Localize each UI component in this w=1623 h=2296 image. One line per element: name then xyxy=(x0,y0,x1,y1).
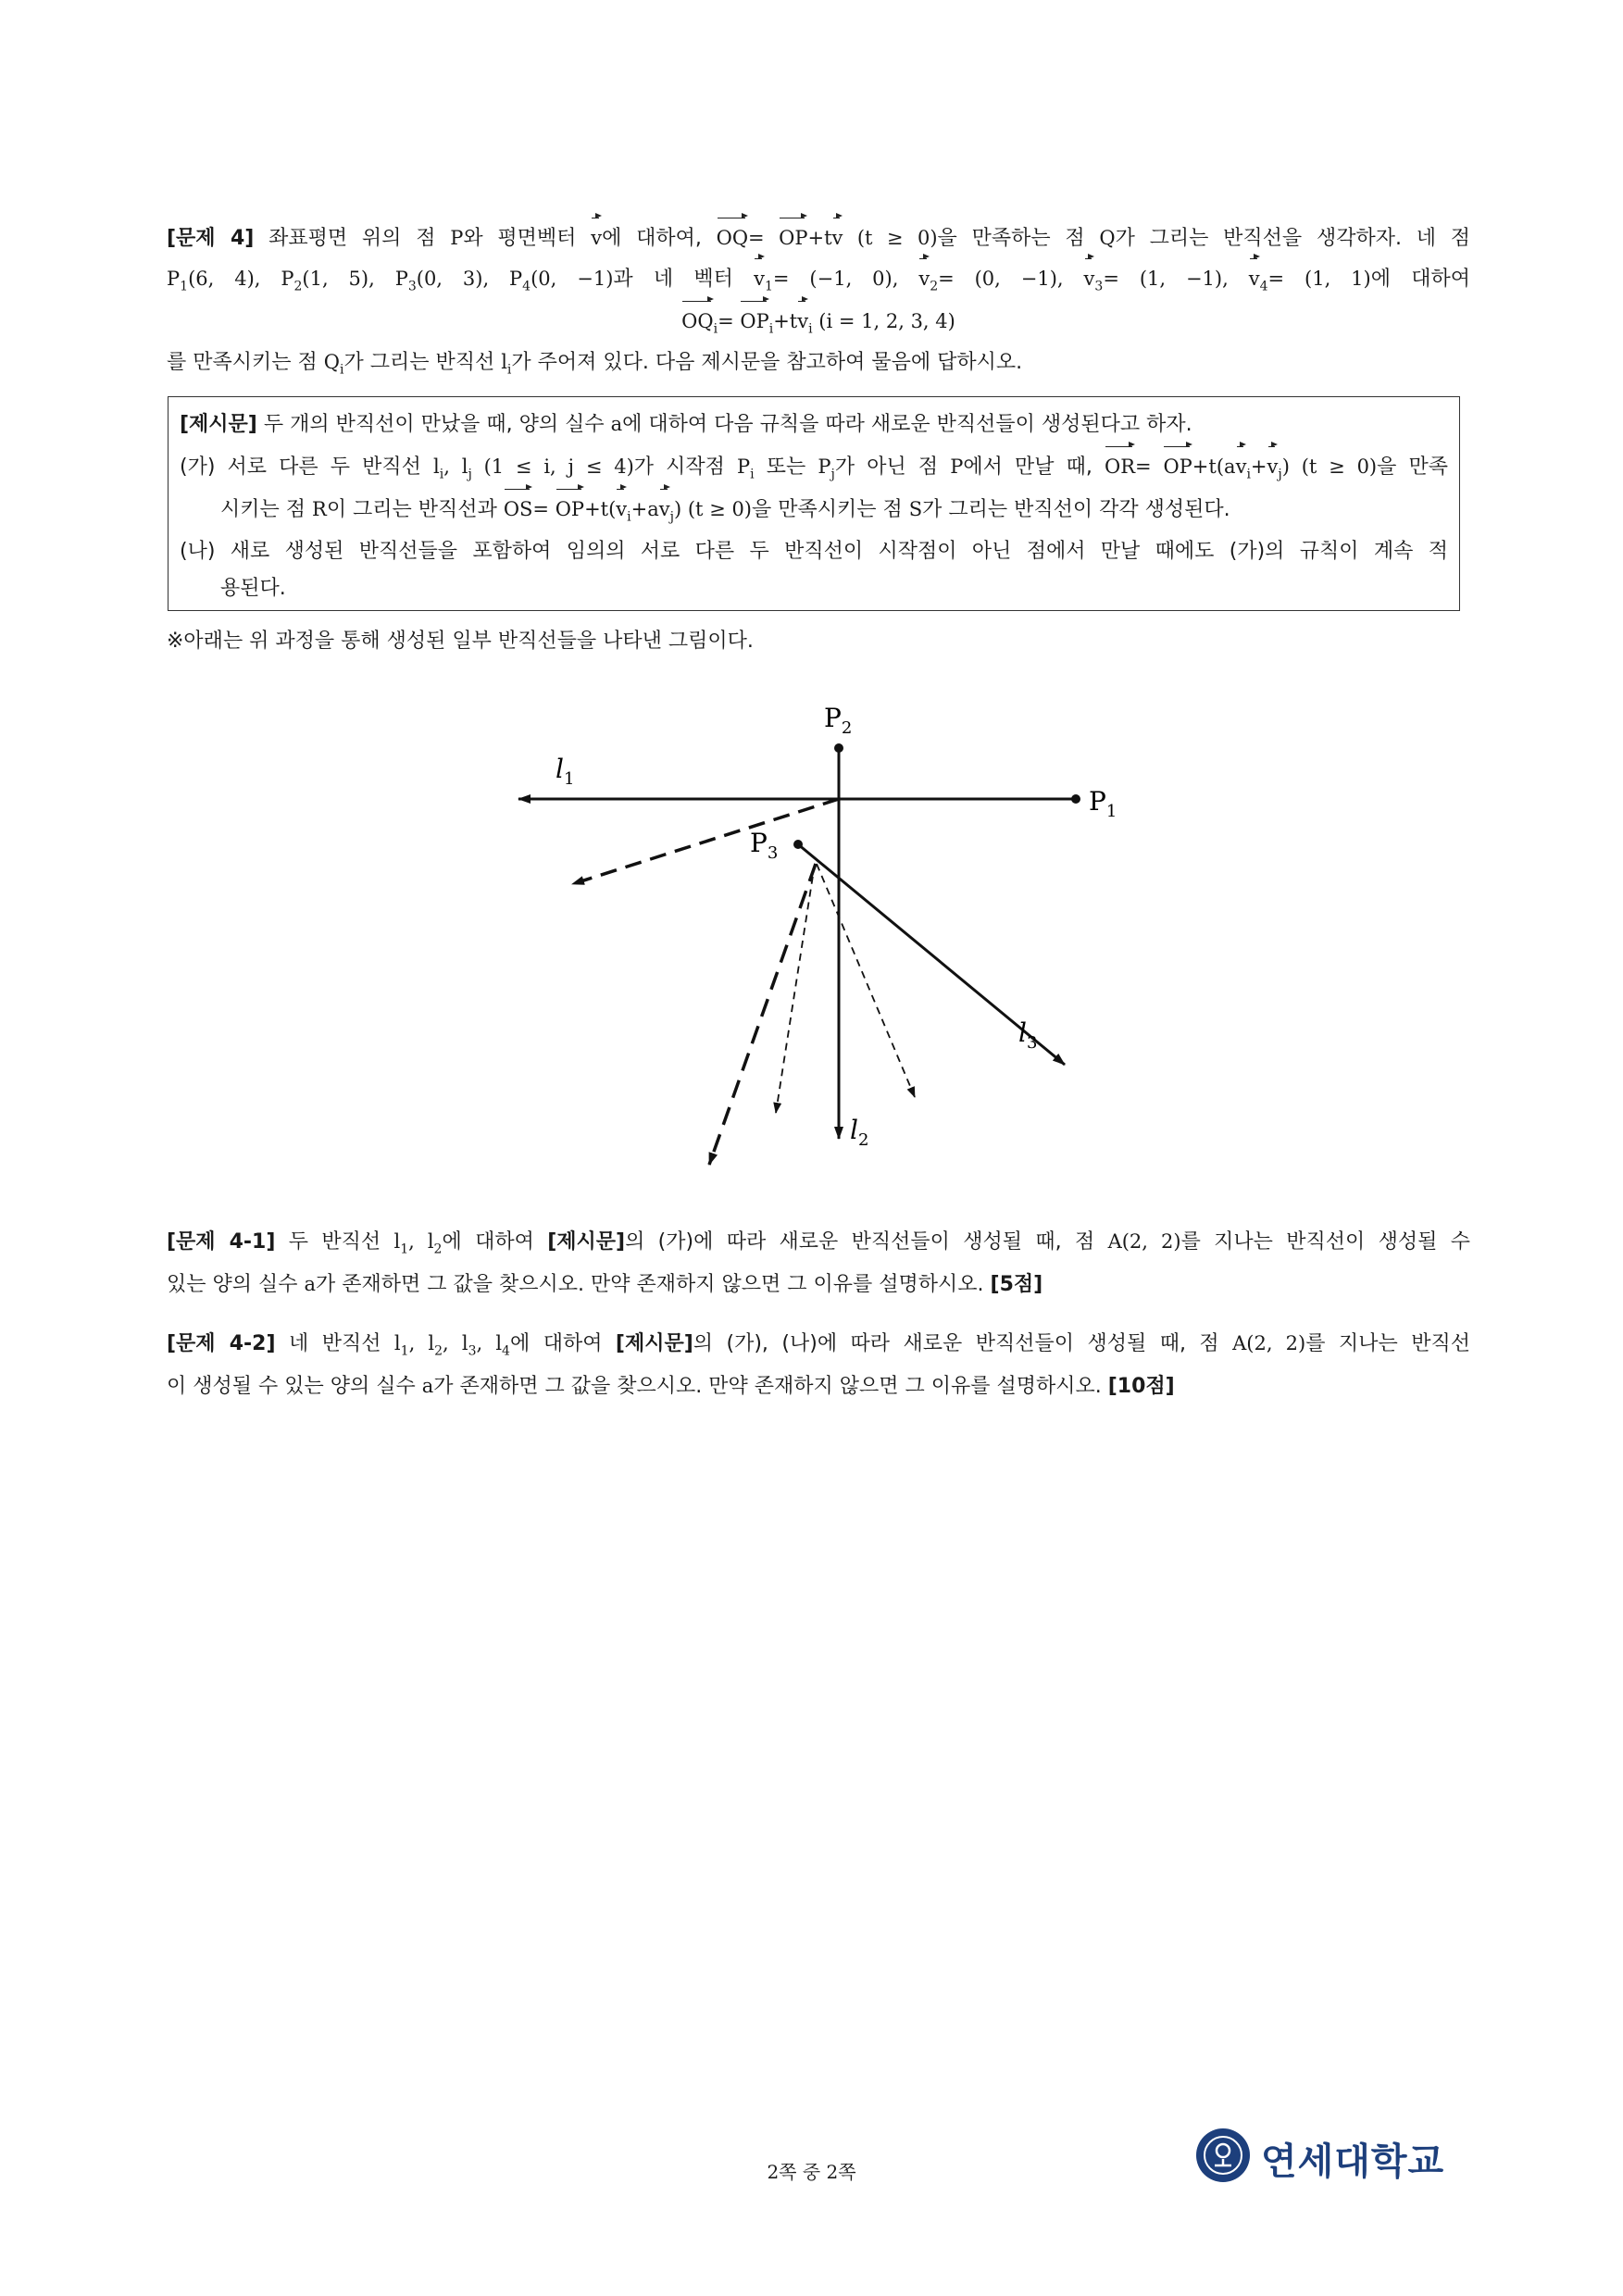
university-seal-icon xyxy=(1194,2127,1252,2184)
university-logo xyxy=(1194,2125,1472,2190)
problem4-label: [문제 4] xyxy=(167,227,255,250)
problem4-formula: $OQ_i= OP_i+tv_i$ (i = 1, 2, 3, 4) xyxy=(167,300,1470,350)
point-P1 xyxy=(1071,794,1080,804)
question-4-2-line1: [문제 4-2] 네 반직선 $l_1$, $l_2$, $l_3$, $l_4$에 대하여 [제시문]의 (가), (나)에 따라 새로운 반직선들이 생성될 때, 점 A(2, 2)를 지나는 반직선 xyxy=(167,1332,1470,1359)
dashed-ray-3 xyxy=(776,864,815,1113)
passage-box xyxy=(168,396,1460,611)
question-4-2-line2: 이 생성될 수 있는 양의 실수 a가 존재하면 그 값을 찾으시오. 만약 존재하지 않으면 그 이유를 설명하시오. [10점] xyxy=(167,1375,1175,1398)
passage-label: [제시문] xyxy=(180,413,257,436)
question-4-1-line1: [문제 4-1] 두 반직선 $l_1$, $l_2$에 대하여 [제시문]의 (가)에 따라 새로운 반직선들이 생성될 때, 점 A(2, 2)를 지나는 반직선이 생성될 수 xyxy=(167,1230,1470,1257)
passage-intro-text: 두 개의 반직선이 만났을 때, 양의 실수 a에 대하여 다음 규칙을 따라 새로운 반직선들이 생성된다고 하자. xyxy=(256,413,1192,436)
ray-figure xyxy=(481,685,1148,1204)
label-P2: $P_2$ xyxy=(824,703,853,738)
point-P3 xyxy=(793,840,803,849)
passage-na-line2: 용된다. xyxy=(220,577,286,600)
problem4-line1 xyxy=(167,217,1470,260)
problem4-text-1: 좌표평면 위의 점 P와 평면벡터 v에 대하여, OQ= OP+tv (t ≥ 0)을 만족하는 점 Q가 그리는 반직선을 생각하자. 네 점 xyxy=(268,227,1470,250)
label-l3: $l_3$ xyxy=(1018,1017,1038,1053)
label-l2: $l_2$ xyxy=(850,1115,869,1150)
point-P2 xyxy=(834,743,843,753)
figure-note: ※아래는 위 과정을 통해 생성된 일부 반직선들을 나타낸 그림이다. xyxy=(167,630,754,653)
problem4-line2: $P_1(6$, 4), $P_2(1$, 5), $P_3(0$, 3), $P_4(0$, −1)과 네 벡터 $v_1= (-1$, 0), $v_2= (0$, −1), $v_3= (1$, −1), $v_4= (1$, 1)에 대하여 xyxy=(167,257,1470,307)
problem4-line3: 를 만족시키는 점 $Q_i$가 그리는 반직선 $l_i$가 주어져 있다. 다음 제시문을 참고하여 물음에 답하시오. xyxy=(167,351,1023,378)
passage-ga-line2: 시키는 점 R이 그리는 반직선과 $OS= OP+t(v_i+av_j) (t \ge 0)$을 만족시키는 점 S가 그리는 반직선이 각각 생성된다. xyxy=(220,488,1448,538)
passage-na-line1: (나) 새로 생성된 반직선들을 포함하여 임의의 서로 다른 두 반직선이 시작점이 아닌 점에서 만날 때에도 (가)의 규칙이 계속 적 xyxy=(180,540,1448,563)
dashed-ray-2 xyxy=(709,864,816,1165)
page-number: 2쪽 중 2쪽 xyxy=(767,2161,856,2183)
label-l1: $l_1$ xyxy=(556,754,575,789)
label-P3: $P_3$ xyxy=(750,828,779,863)
passage-intro xyxy=(180,403,1448,446)
university-name: 연세대학교 xyxy=(1261,2140,1445,2183)
passage-ga-line1: (가) 서로 다른 두 반직선 $l_i$, $l_j$ (1 ≤ i, j ≤ 4)가 시작점 $P_i$ 또는 $P_j$가 아닌 점 P에서 만날 때, $OR= OP+t(av_i+v_j) (t \ge 0)$을 만족 xyxy=(180,445,1448,495)
question-4-1-line2: 있는 양의 실수 a가 존재하면 그 값을 찾으시오. 만약 존재하지 않으면 그 이유를 설명하시오. [5점] xyxy=(167,1273,1043,1296)
label-P1: $P_1$ xyxy=(1089,786,1117,821)
